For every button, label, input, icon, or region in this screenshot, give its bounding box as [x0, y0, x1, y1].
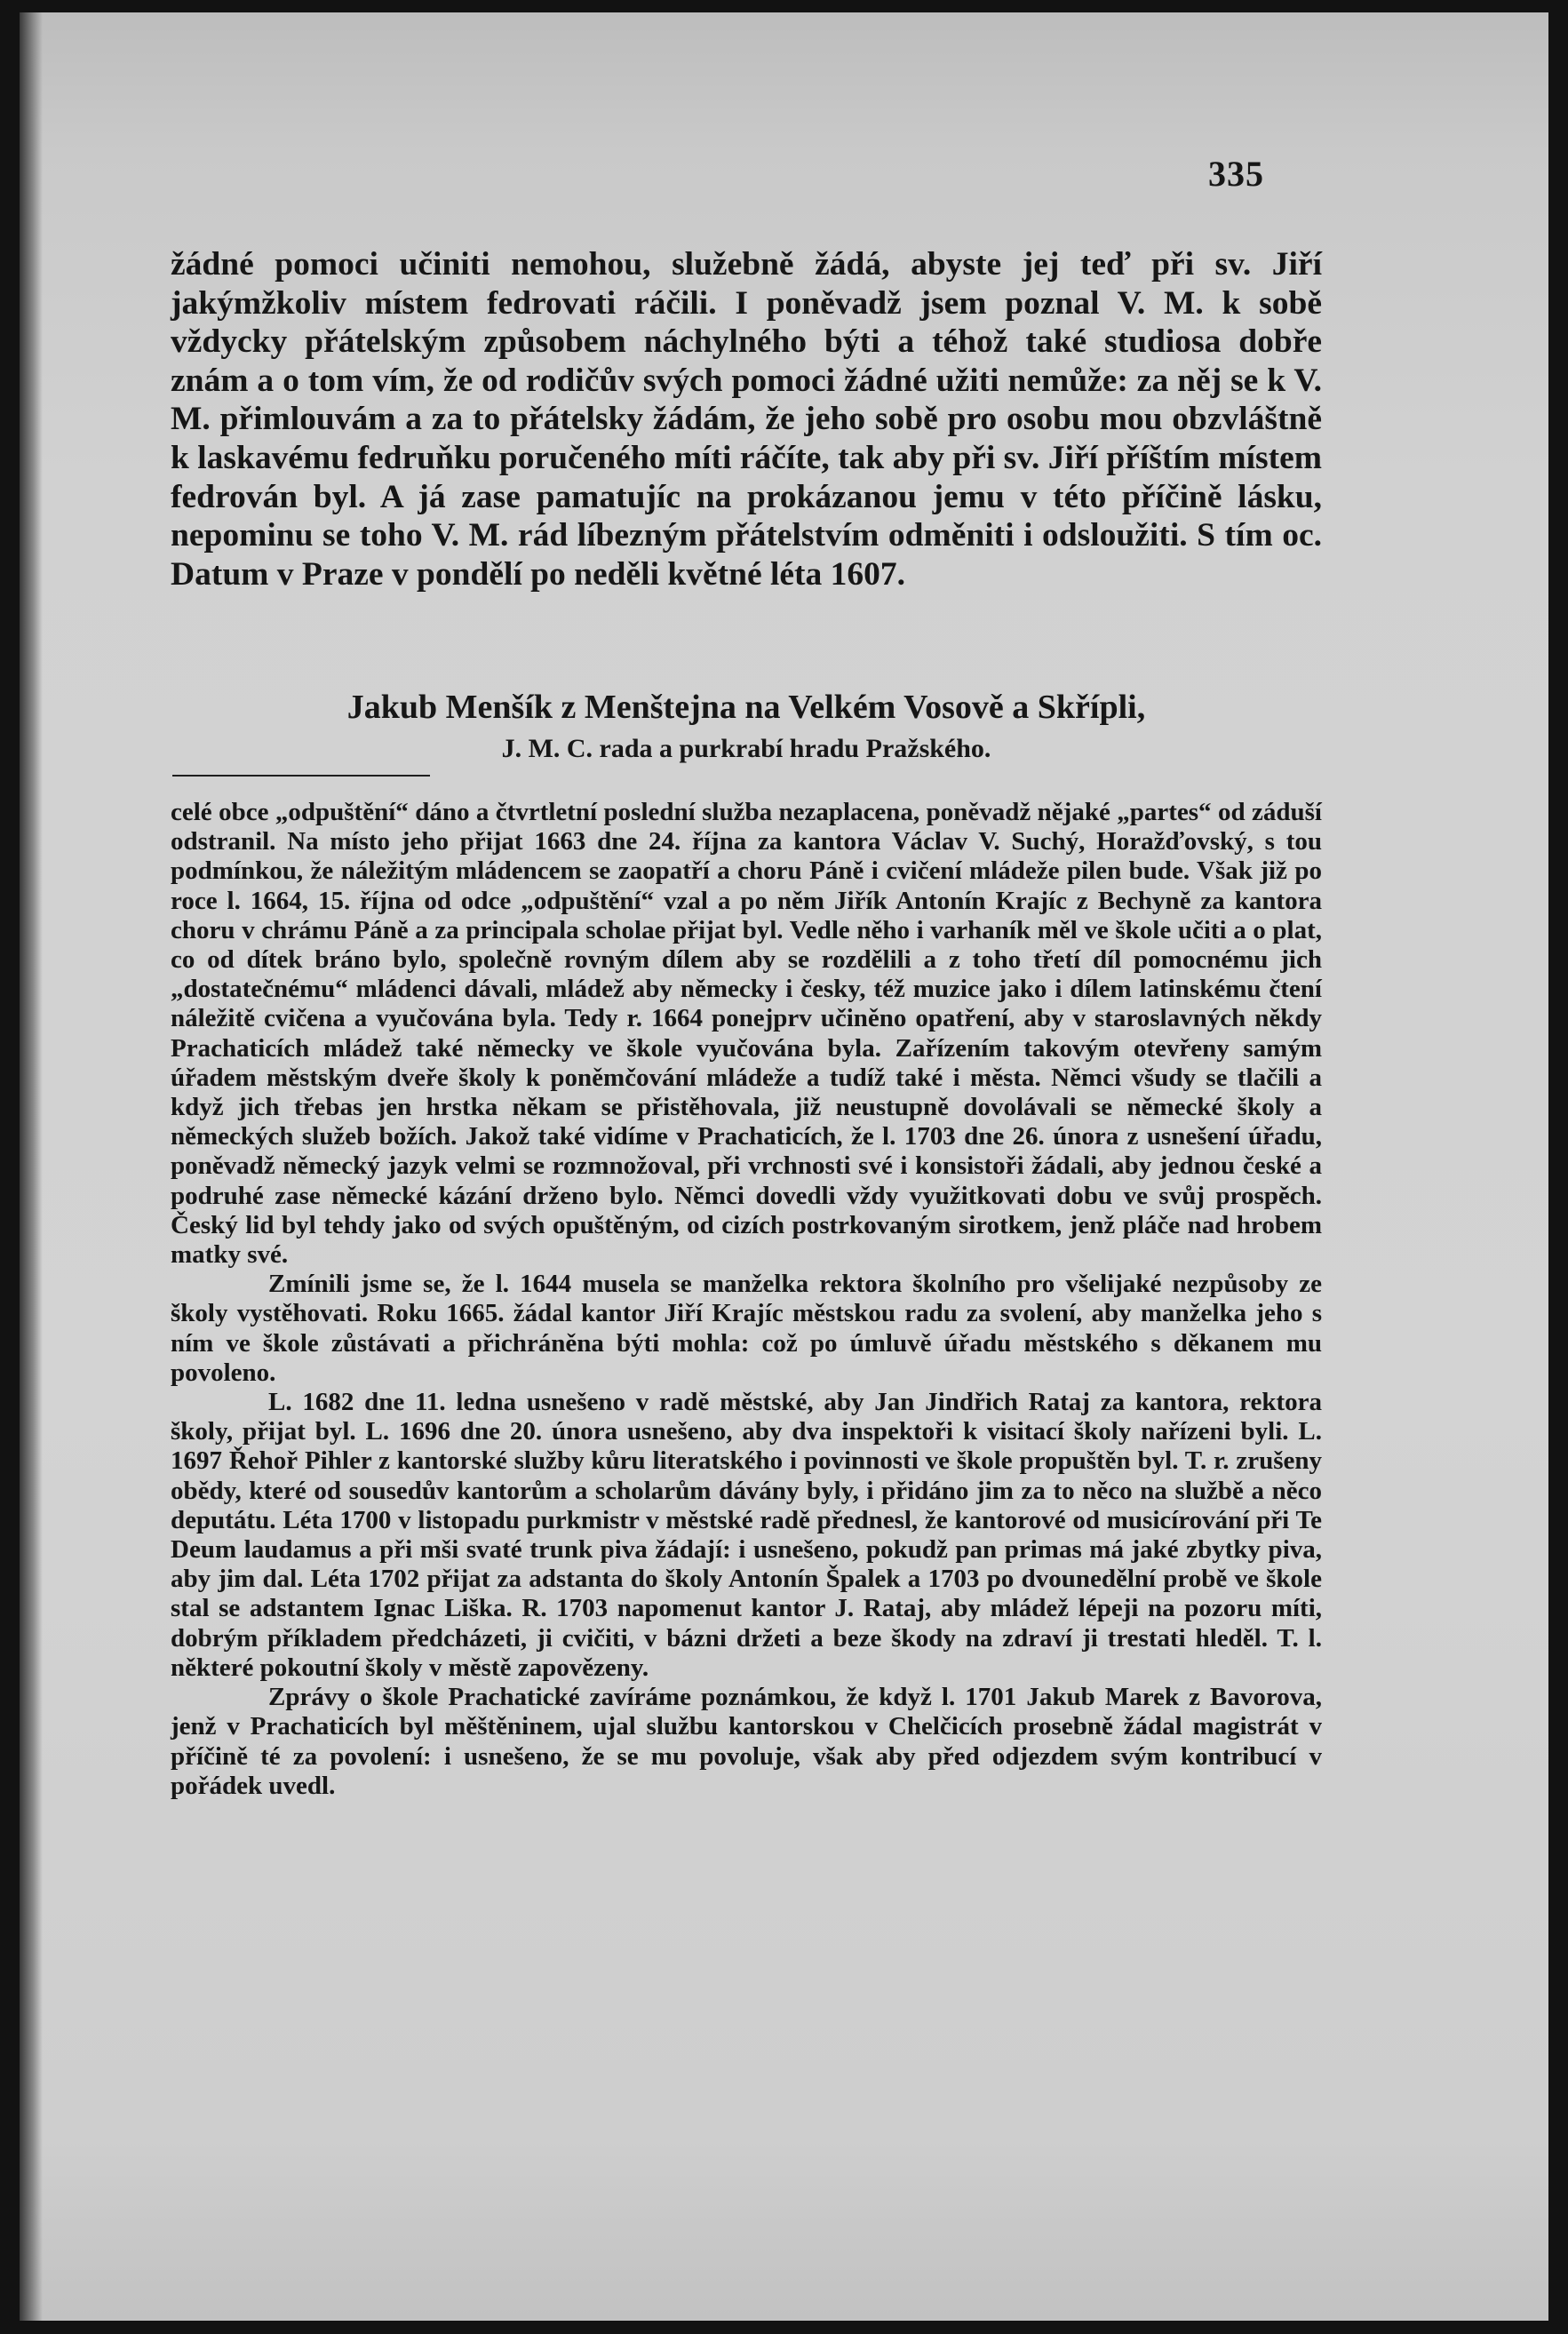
footnote-paragraph: celé obce „odpuštění“ dáno a čtvrtletní poslední služba nezaplacena, poněvadž nějaké „partes“ od záduší odstranil. Na místo jeho přijat 1663 dne 24. října za kantora Václav V. Suchý, Horažďovský, s tou podmínkou, že náležitým mládencem se zaopatří a choru Páně i cvičení mládeže pilen bude. Však již po roce l. 1664, 15. října od odce „odpuštění“ vzal a po něm Jiřík Antonín Krajíc z Bechyně za kantora choru v chrámu Páně a za principala scholae přijat byl. Vedle něho i varhaník měl ve škole učiti a o plat, co od dítek bráno bylo, společně rovným dílem aby se rozdělili a z toho třetí díl pomocnému jich „dostatečnému“ mládenci dávali, mládež aby německy i česky, též muzice jako i dílem latinskému čtení náležitě cvičena a vyučována byla. Tedy r. 1664 ponejprv učiněno opatření, aby v staroslavných někdy Prachaticích mládež také německy ve škole vyučována byla. Zařízením takovým otevřeny samým úřadem městským dveře školy k poněmčování mládeže a tudíž také i města. Němci všudy se tlačili a když jich třebas jen hrstka někam se přistěhovala, již neustupně dovolávali se německé školy a německých služeb božích. Jakož také vidíme v Prachaticích, že l. 1703 dne 26. února z usnešení úřadu, poněvadž německý jazyk velmi se rozmnožoval, při vrchnosti své i konsistoři žádali, aby jednou české a podruhé zase německé kázání drženo bylo. Němci dovedli vždy využitkovati dobu ve svůj prospěch. Český lid byl tehdy jako od svých opuštěným, od cizích postrkovaným sirotkem, jenž pláče nad hrobem matky své.	[171, 798, 1322, 1270]
footnote	[171, 798, 1322, 1801]
footnote-paragraph: Zprávy o škole Prachatické zavíráme poznámkou, že když l. 1701 Jakub Marek z Bavorova, jenž v Prachaticích byl měštěninem, ujal službu kantorskou v Chelčicích prosebně žádal magistrát v příčině té za povolení: i usnešeno, že se mu povoluje, však aby před odjezdem svým kontribucí v pořádek uvedl.	[171, 1683, 1322, 1800]
signature-line: Jakub Menšík z Menštejna na Velkém Vosově a Skřípli,	[346, 689, 1146, 726]
footnote-separator	[172, 775, 430, 777]
footnote-paragraph: Zmínili jsme se, že l. 1644 musela se manželka rektora školního pro všelijaké nezpůsoby ze školy vystěhovati. Roku 1665. žádal kantor Jiří Krajíc městskou radu za svolení, aby manželka jeho s ním ve škole zůstávati a přichráněna býti mohla: což po úmluvě úřadu městského s děkanem mu povoleno.	[171, 1270, 1322, 1387]
letter-text: žádné pomoci učiniti nemohou, služebně žádá, abyste jej teď při sv. Jiří jakýmžkoliv místem fedrovati ráčili. I poněvadž jsem poznal V. M. k sobě vždycky přátelským způsobem náchylného býti a téhož také studiosa dobře znám a o tom vím, že od rodičův svých pomoci žádné užiti nemůže: za něj se k V. M. přimlouvám a za to přátelsky žádám, že jeho sobě pro osobu mou obzvláštně k laskavému fedruňku poručeného míti ráčíte, tak aby při sv. Jiří příštím místem fedrován byl. A já zase pamatujíc na prokázanou jemu v této příčině lásku, nepominu se toho V. M. rád líbezným přátelstvím odměniti i odsloužiti. S tím oc. Datum v Praze v pondělí po neděli květné léta 1607.	[171, 246, 1322, 593]
signature-title: J. M. C. rada a purkrabí hradu Pražského.	[501, 734, 991, 763]
page-number: 335	[1208, 154, 1264, 194]
binding-gutter	[20, 12, 43, 2321]
footnote-paragraph: L. 1682 dne 11. ledna usnešeno v radě městské, aby Jan Jindřich Rataj za kantora, rektora školy, přijat byl. L. 1696 dne 20. února usnešeno, aby dva inspektoři k visitací školy nařízeni byli. L. 1697 Řehoř Pihler z kantorské služby kůru literatského i povinnosti ve škole propuštěn byl. T. r. zrušeny obědy, které od sousedův kantorům a scholarům dávány byly, i přidáno jim za to něco na službě a něco deputátu. Léta 1700 v listopadu purkmistr v městské radě přednesl, že kantorové od musicírování při Te Deum laudamus a při mši svaté trunk piva žádají: i usnešeno, pokudž pan primas má jaké zbytky piva, aby jim dal. Léta 1702 přijat za adstanta do školy Antonín Špalek a 1703 po dvounedělní probě ve škole stal se adstantem Ignac Liška. R. 1703 napomenut kantor J. Rataj, aby mládež lépeji na pozoru míti, dobrým příkladem předcházeti, ji cvičiti, v bázni držeti a beze škody na zdraví ji trestati hleděl. T. l. některé pokoutní školy v městě zapovězeny.	[171, 1388, 1322, 1682]
scanned-page	[20, 12, 1548, 2321]
